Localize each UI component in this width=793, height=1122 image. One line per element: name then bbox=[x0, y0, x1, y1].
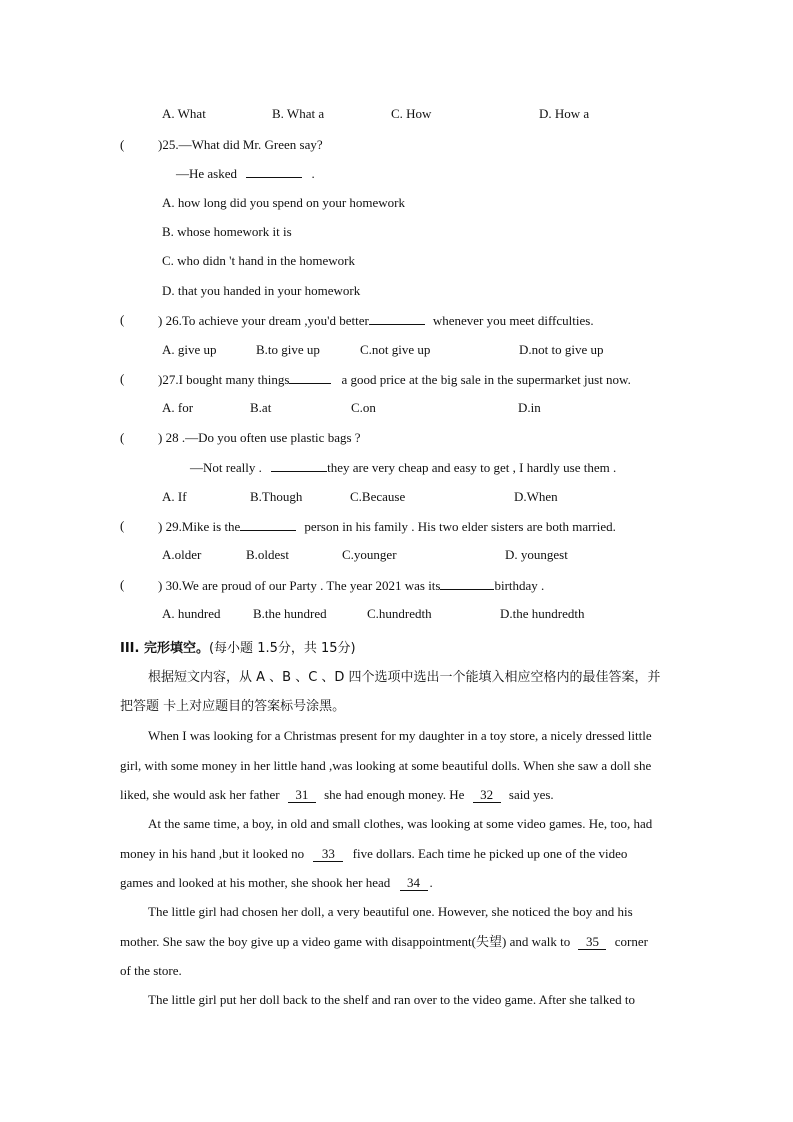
section-heading bbox=[120, 640, 356, 657]
passage-text: games and looked at his mother, she shook her head bbox=[120, 875, 391, 890]
q28-answer-paren[interactable]: ( bbox=[120, 430, 125, 445]
q26-stem-pre: ) 26.To achieve your dream ,you'd better bbox=[158, 313, 369, 328]
cloze-blank-32[interactable]: 32 bbox=[473, 788, 501, 803]
cloze-blank-34[interactable]: 34 bbox=[400, 876, 428, 891]
q30-stem-post: birthday . bbox=[494, 578, 545, 593]
q25-answer-paren[interactable]: ( bbox=[120, 137, 125, 152]
q25-blank[interactable] bbox=[246, 165, 302, 178]
q28-stem: ) 28 .—Do you often use plastic bags ? bbox=[158, 430, 361, 445]
q29-option-a: A.older bbox=[162, 547, 202, 562]
section-instructions-line2: 把答题 卡上对应题目的答案标号涂黑。 bbox=[120, 699, 346, 714]
q28-line2 bbox=[190, 459, 616, 476]
q30-option-c: C.hundredth bbox=[367, 606, 432, 621]
q28-line2-post: they are very cheap and easy to get , I hardly use them . bbox=[327, 460, 617, 475]
passage-text: said yes. bbox=[508, 787, 554, 802]
passage-text: she had enough money. He bbox=[324, 787, 465, 802]
q30-answer-paren[interactable]: ( bbox=[120, 577, 125, 592]
q28-line2-pre: —Not really . bbox=[190, 460, 262, 475]
passage-text: . bbox=[429, 875, 433, 890]
passage-text: corner bbox=[614, 934, 648, 949]
q30-stem bbox=[158, 577, 544, 594]
passage-p1-line2: girl, with some money in her little hand ,was looking at some beautiful dolls. When she saw a doll she bbox=[120, 758, 652, 773]
passage-p4-line1: The little girl put her doll back to the shelf and ran over to the video game. After she talked to bbox=[148, 992, 635, 1007]
q26-answer-paren[interactable]: ( bbox=[120, 312, 125, 327]
q30-stem-pre: ) 30.We are proud of our Party . The year 2021 was its bbox=[158, 578, 441, 593]
q26-stem-post: whenever you meet diffculties. bbox=[432, 313, 594, 328]
passage-p1-line1: When I was looking for a Christmas present for my daughter in a toy store, a nicely dressed little bbox=[148, 728, 652, 743]
passage-text: liked, she would ask her father bbox=[120, 787, 280, 802]
q26-stem bbox=[158, 312, 594, 329]
passage-p2-line1: At the same time, a boy, in old and small clothes, was looking at some video games. He, too, had bbox=[148, 816, 653, 831]
q27-option-a: A. for bbox=[162, 400, 194, 415]
q25-option-c: C. who didn 't hand in the homework bbox=[162, 253, 355, 268]
q29-option-d: D. youngest bbox=[505, 547, 568, 562]
q29-stem-pre: ) 29.Mike is the bbox=[158, 519, 241, 534]
q25-line2-post: . bbox=[311, 166, 315, 181]
q26-blank[interactable] bbox=[369, 312, 425, 325]
cloze-blank-31[interactable]: 31 bbox=[288, 788, 316, 803]
passage-p2-line3 bbox=[120, 875, 433, 891]
q30-option-d: D.the hundredth bbox=[500, 606, 585, 621]
q28-option-b: B.Though bbox=[250, 489, 303, 504]
q27-blank[interactable] bbox=[289, 371, 331, 384]
q26-option-b: B.to give up bbox=[256, 342, 320, 357]
passage-text: money in his hand ,but it looked no bbox=[120, 846, 305, 861]
q27-option-b: B.at bbox=[250, 400, 272, 415]
q29-stem-post: person in his family . His two elder sisters are both married. bbox=[304, 519, 616, 534]
section-instructions-line1: 根据短文内容，从 A 、B 、C 、D 四个选项中选出一个能填入相应空格内的最佳答案，并 bbox=[148, 670, 661, 685]
q29-stem bbox=[158, 518, 616, 535]
q29-option-c: C.younger bbox=[342, 547, 397, 562]
q24-option-b: B. What a bbox=[272, 106, 325, 121]
q25-option-b: B. whose homework it is bbox=[162, 224, 292, 239]
passage-text: five dollars. Each time he picked up one of the video bbox=[352, 846, 628, 861]
q28-blank[interactable] bbox=[271, 459, 327, 472]
q26-option-c: C.not give up bbox=[360, 342, 431, 357]
passage-p1-line3 bbox=[120, 787, 554, 803]
q27-option-d: D.in bbox=[518, 400, 541, 415]
q26-option-d: D.not to give up bbox=[519, 342, 604, 357]
passage-p2-line2 bbox=[120, 846, 627, 862]
q30-blank[interactable] bbox=[440, 577, 494, 590]
q28-option-a: A. If bbox=[162, 489, 187, 504]
q25-stem: )25.—What did Mr. Green say? bbox=[158, 137, 323, 152]
cloze-blank-35[interactable]: 35 bbox=[578, 935, 606, 950]
q27-answer-paren[interactable]: ( bbox=[120, 371, 125, 386]
q25-line2-pre: —He asked bbox=[176, 166, 238, 181]
q30-option-b: B.the hundred bbox=[253, 606, 327, 621]
q29-blank[interactable] bbox=[240, 518, 296, 531]
q26-option-a: A. give up bbox=[162, 342, 217, 357]
q30-option-a: A. hundred bbox=[162, 606, 221, 621]
section-title: III. 完形填空。 bbox=[120, 641, 209, 656]
q25-option-d: D. that you handed in your homework bbox=[162, 283, 361, 298]
q24-option-a: A. What bbox=[162, 106, 206, 121]
passage-p3-line1: The little girl had chosen her doll, a very beautiful one. However, she noticed the boy and his bbox=[148, 904, 633, 919]
q25-option-a: A. how long did you spend on your homework bbox=[162, 195, 406, 210]
q27-option-c: C.on bbox=[351, 400, 376, 415]
q29-option-b: B.oldest bbox=[246, 547, 289, 562]
q25-line2 bbox=[176, 165, 315, 182]
q28-option-d: D.When bbox=[514, 489, 558, 504]
cloze-blank-33[interactable]: 33 bbox=[313, 847, 343, 862]
passage-p3-line3: of the store. bbox=[120, 963, 182, 978]
passage-text: mother. She saw the boy give up a video game with disappointment(失望) and walk to bbox=[120, 934, 571, 949]
passage-p3-line2 bbox=[120, 934, 648, 950]
q28-option-c: C.Because bbox=[350, 489, 406, 504]
q29-answer-paren[interactable]: ( bbox=[120, 518, 125, 533]
q27-stem bbox=[158, 371, 631, 388]
q27-stem-post: a good price at the big sale in the supermarket just now. bbox=[341, 372, 631, 387]
section-score: (每小题 1.5分，共 15分) bbox=[208, 641, 356, 656]
q24-option-c: C. How bbox=[391, 106, 432, 121]
q24-option-d: D. How a bbox=[539, 106, 590, 121]
q27-stem-pre: )27.I bought many things bbox=[158, 372, 290, 387]
